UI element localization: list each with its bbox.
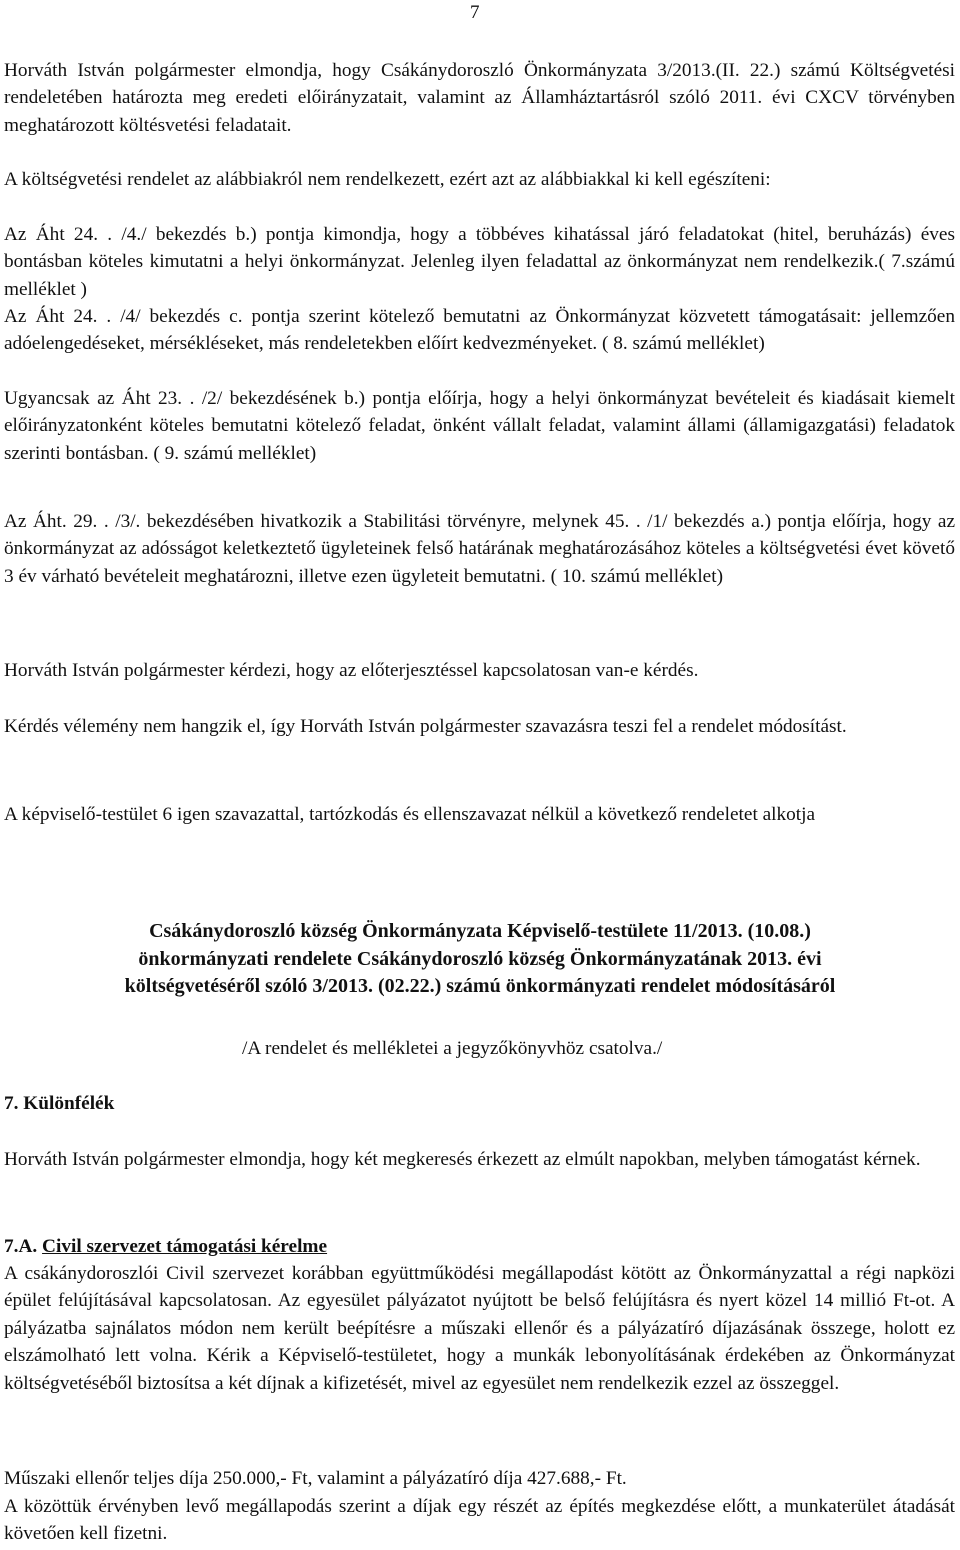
subsection-number: 7.A. — [4, 1236, 38, 1257]
paragraph-aht-29-3: Az Áht. 29. . /3/. bekezdésében hivatkozik a Stabilitási törvényre, melynek 45. . /1/ bekezdés a.) pontja előírja, hogy az önkormányzat az adósságot keletkeztető ügyleteinek felső határának meghatározásához köteles a költségvetési évet követő 3 év várható bevételeit meghatározni, illetve ezen ügyleteit bemutatni. ( 10. számú melléklet) — [4, 511, 955, 587]
decree-title-line-1: Csákánydoroszló község Önkormányzata Képviselő-testülete 11/2013. (10.08.) — [149, 920, 811, 942]
paragraph-aht-24-4-b: Az Áht 24. . /4./ bekezdés b.) pontja kimondja, hogy a többéves kihatással járó feladatokat (hitel, beruházás) éves bontásban köteles kimutatni a helyi önkormányzat. Jelenleg ilyen feladattal az önkormányzat nem rendelkezik.( 7.számú melléklet ) — [4, 224, 955, 300]
paragraph-no-questions: Kérdés vélemény nem hangzik el, így Horváth István polgármester szavazásra teszi fel a rendelet módosítást. — [4, 716, 847, 737]
paragraph-vote-result: A képviselő-testület 6 igen szavazattal, tartózkodás és ellenszavazat nélkül a következő rendeletet alkotja — [4, 804, 816, 825]
paragraph-payment-terms: A közöttük érvényben levő megállapodás szerint a díjak egy részét az építés megkezdése előtt, a munkaterület átadását követően kell fizetni. — [4, 1496, 955, 1545]
decree-title-line-2: önkormányzati rendelete Csákánydoroszló község Önkormányzatának 2013. évi — [138, 947, 822, 970]
decree-title-line-3: költségvetéséről szóló 3/2013. (02.22.) számú önkormányzati rendelet módosításáról — [124, 975, 836, 998]
paragraph-aht-23-2-b: Ugyancsak az Áht 23. . /2/ bekezdésének b.) pontja előírja, hogy a helyi önkormányzat bevételeit és kiadásait kiemelt előirányzatonként köteles bemutatni kötelező feladat, önként vállalt feladat, valamint állami (államigazgatási) feladatok szerinti bontásban. ( 9. számú melléklet) — [4, 388, 955, 464]
subsection-title: Civil szervezet támogatási kérelme — [42, 1236, 328, 1257]
paragraph-two-requests: Horváth István polgármester elmondja, hogy két megkeresés érkezett az elmúlt napokban, melyben támogatást kérnek. — [4, 1149, 921, 1170]
paragraph-civil-org-request: A csákánydoroszlói Civil szervezet korábban együttműködési megállapodást kötött az Önkormányzattal a régi napközi épület felújításával kapcsolatosan. Az egyesület pályázatot nyújtott be belső felújításra és nyert közel 14 millió Ft-ot. A pályázatba sajnálatos módon nem került beépítésre a műszaki ellenőr és a pályázatíró díjazásának összege, holott ez elszámolható lett volna. Kérik a Képviselő-testületet, hogy a munkák lebonyolításának érdekében az Önkormányzat költségvetéséből biztosítsa a két díjnak a kifizetését, mivel az egyesület nem rendelkezik ezzel az összeggel. — [4, 1263, 955, 1394]
paragraph-aht-24-4-c: Az Áht 24. . /4/ bekezdés c. pontja szerint kötelező bemutatni az Önkormányzat közvetett támogatásait: jellemzően adóelengedéseket, mérsékléseket, más rendeletekben előírt kedvezményeket. ( 8. számú melléklet) — [4, 306, 955, 355]
paragraph-mayor-question: Horváth István polgármester kérdezi, hogy az előterjesztéssel kapcsolatosan van-e kérdés. — [4, 660, 699, 681]
attachment-note: /A rendelet és mellékletei a jegyzőkönyvhöz csatolva./ — [242, 1038, 663, 1059]
decree-title — [20, 918, 940, 1001]
page-number: 7 — [470, 2, 480, 23]
subsection-heading-7a — [4, 1233, 955, 1260]
section-heading-7: 7. Különfélék — [4, 1093, 115, 1114]
paragraph-fees: Műszaki ellenőr teljes díja 250.000,- Ft, valamint a pályázatíró díja 427.688,- Ft. — [4, 1468, 627, 1489]
paragraph-supplement-note: A költségvetési rendelet az alábbiakról nem rendelkezett, ezért azt az alábbiakkal ki kell egészíteni: — [4, 169, 771, 190]
paragraph-budget-intro: Horváth István polgármester elmondja, hogy Csákánydoroszló Önkormányzata 3/2013.(II. 22.) számú Költségvetési rendeletében határozta meg eredeti előirányzatait, valamint az Államháztartásról szóló 2011. évi CXCV törvényben meghatározott költésvetési feladatait. — [4, 60, 955, 136]
